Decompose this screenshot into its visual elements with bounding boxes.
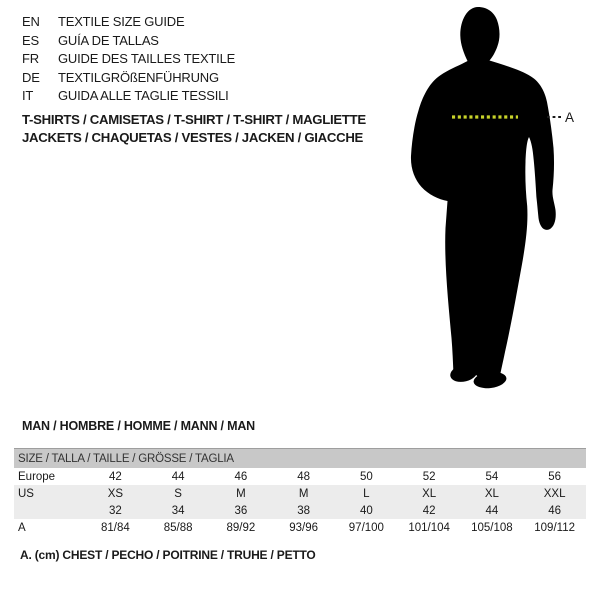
size-cell: 93/96 xyxy=(289,521,319,534)
size-cell: 40 xyxy=(335,502,398,519)
size-cell: 81/84 xyxy=(100,521,130,534)
table-row-europe xyxy=(14,468,586,485)
language-list xyxy=(22,13,235,106)
size-cell: 32 xyxy=(84,502,147,519)
size-cell: 44 xyxy=(461,502,524,519)
language-row-fr xyxy=(22,50,235,69)
table-row-chest-a xyxy=(14,519,586,536)
man-silhouette-figure xyxy=(390,0,600,400)
measure-label-a: A xyxy=(565,110,575,125)
size-cell: 34 xyxy=(147,502,210,519)
gender-section-title: MAN / HOMBRE / HOMME / MANN / MAN xyxy=(22,419,255,433)
row-label: Europe xyxy=(18,470,56,483)
size-cell: XL xyxy=(398,485,461,502)
size-cell: 42 xyxy=(108,470,122,483)
size-cell: S xyxy=(147,485,210,502)
size-cell: M xyxy=(210,485,273,502)
language-label: TEXTILGRÖßENFÜHRUNG xyxy=(58,69,219,85)
size-cell: 56 xyxy=(548,470,562,483)
size-cell: 44 xyxy=(171,470,185,483)
garment-line-tshirts: T-SHIRTS / CAMISETAS / T-SHIRT / T-SHIRT / MAGLIETTE xyxy=(22,112,366,127)
size-cell: XL xyxy=(461,485,524,502)
language-code: ES xyxy=(22,32,39,48)
size-cell: 109/112 xyxy=(534,521,575,534)
size-cell: L xyxy=(335,485,398,502)
man-silhouette xyxy=(411,7,556,378)
size-cell: 105/108 xyxy=(471,521,513,534)
size-cell: 48 xyxy=(297,470,311,483)
row-label: A xyxy=(18,521,26,534)
size-cell: M xyxy=(272,485,335,502)
size-cell: 46 xyxy=(234,470,248,483)
row-label xyxy=(14,502,84,519)
table-row-us xyxy=(14,485,586,502)
size-cell: 54 xyxy=(485,470,499,483)
row-label: US xyxy=(14,485,84,502)
size-cell: XXL xyxy=(523,485,586,502)
size-cell: 46 xyxy=(523,502,586,519)
size-table-header: SIZE / TALLA / TAILLE / GRÖSSE / TAGLIA xyxy=(14,449,586,469)
man-silhouette-svg xyxy=(390,0,600,400)
language-row-it xyxy=(22,87,235,106)
table-row-numeric xyxy=(14,502,586,519)
language-row-es xyxy=(22,32,235,51)
language-label: TEXTILE SIZE GUIDE xyxy=(58,14,185,29)
size-cell: 50 xyxy=(359,470,373,483)
language-code: FR xyxy=(22,51,39,66)
language-code: IT xyxy=(22,88,34,103)
size-cell: 42 xyxy=(398,502,461,519)
measurement-footnote: A. (cm) CHEST / PECHO / POITRINE / TRUHE / PETTO xyxy=(20,548,316,562)
language-code: EN xyxy=(22,14,40,29)
size-cell: 85/88 xyxy=(163,521,193,534)
garment-line-jackets: JACKETS / CHAQUETAS / VESTES / JACKEN / GIACCHE xyxy=(22,130,364,145)
language-row-de xyxy=(22,69,235,88)
size-table xyxy=(14,448,586,536)
language-code: DE xyxy=(22,69,40,85)
size-cell: 38 xyxy=(272,502,335,519)
garment-types xyxy=(22,111,366,147)
size-cell: XS xyxy=(84,485,147,502)
size-cell: 52 xyxy=(422,470,436,483)
language-label: GUIDE DES TAILLES TEXTILE xyxy=(58,51,236,66)
size-cell: 89/92 xyxy=(226,521,256,534)
size-cell: 97/100 xyxy=(348,521,384,534)
size-cell: 36 xyxy=(210,502,273,519)
language-label: GUIDA ALLE TAGLIE TESSILI xyxy=(58,88,229,103)
size-cell: 101/104 xyxy=(408,521,450,534)
size-table-header-row xyxy=(14,449,586,469)
language-label: GUÍA DE TALLAS xyxy=(58,32,159,48)
language-row-en xyxy=(22,13,235,32)
